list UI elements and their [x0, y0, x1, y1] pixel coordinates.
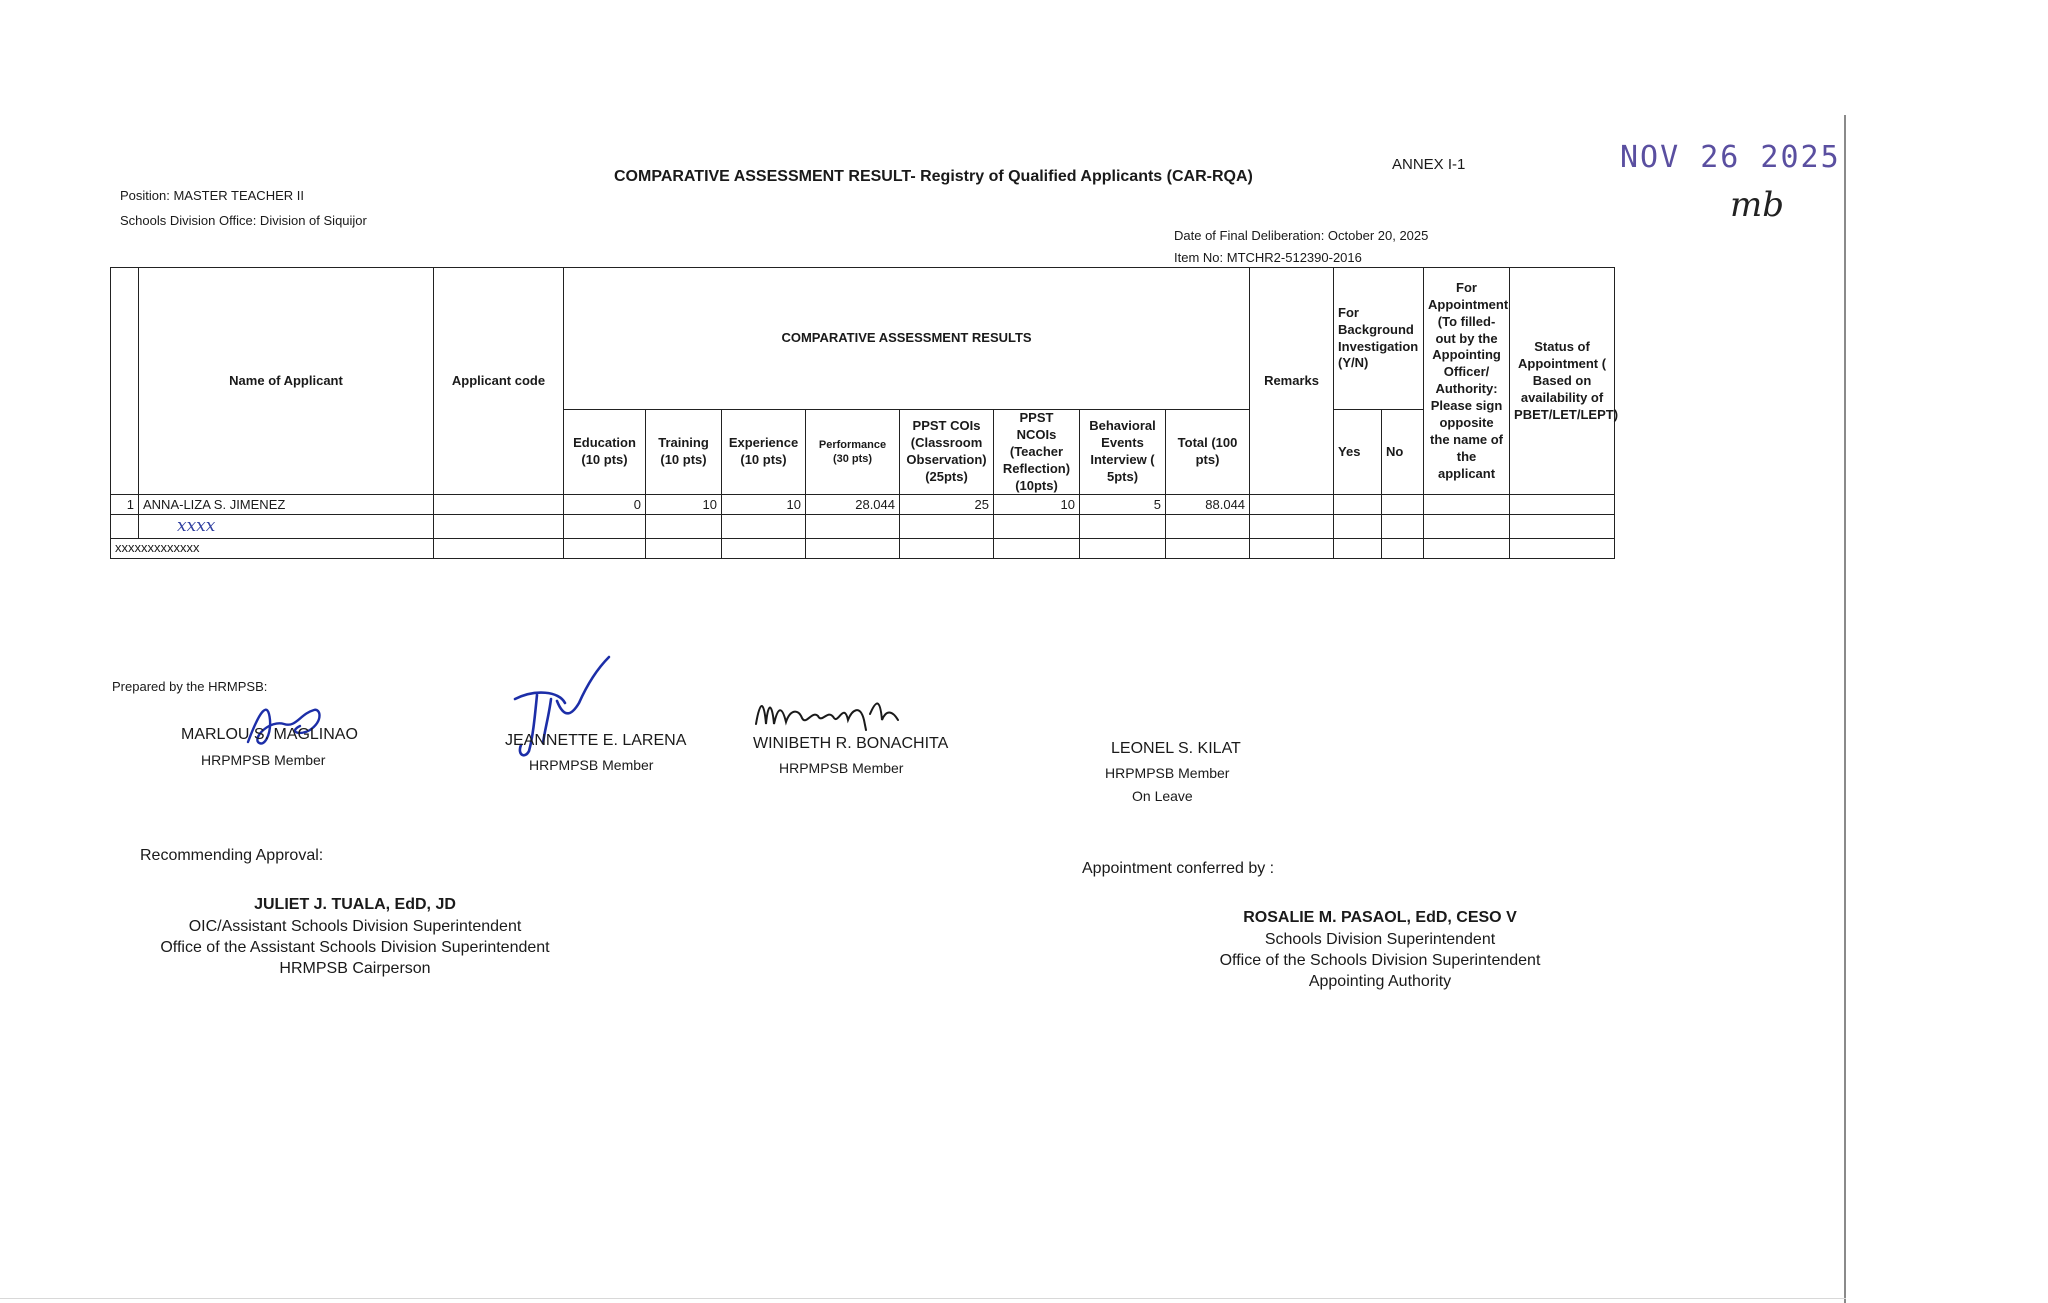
applicant-code-header: Applicant code [434, 268, 564, 495]
item-number: Item No: MTCHR2-512390-2016 [1174, 250, 1362, 265]
footer-filler-text: xxxxxxxxxxxxx [111, 538, 434, 558]
received-date-stamp: NOV 26 2025 [1620, 140, 1841, 175]
member-4-name: LEONEL S. KILAT [1111, 740, 1241, 757]
total-header: Total (100 pts) [1166, 410, 1250, 495]
handwritten-x-mark: xxxx [177, 516, 216, 537]
applicant-name: ANNA-LIZA S. JIMENEZ [139, 495, 434, 515]
training-header: Training (10 pts) [646, 410, 722, 495]
conferred-role: Appointing Authority [1308, 973, 1452, 990]
remarks-header: Remarks [1250, 268, 1334, 495]
for-appointment-header: For Appointment (To filled-out by the Appointing Officer/ Authority: Please sign opposite the name of the applicant [1424, 268, 1510, 495]
appointment-conferred-label: Appointment conferred by : [1082, 860, 1275, 877]
annex-label: ANNEX I-1 [1392, 156, 1466, 173]
table-row [111, 515, 1615, 538]
position-label: Position: MASTER TEACHER II [120, 188, 304, 203]
prepared-by-label: Prepared by the HRMPSB: [112, 679, 268, 694]
no-cell [1382, 495, 1424, 515]
applicant-code [434, 495, 564, 515]
appointment-cell [1424, 495, 1510, 515]
scan-bottom-line [0, 1298, 1846, 1299]
behavioral-events-header: Behavioral Events Interview ( 5pts) [1080, 410, 1166, 495]
member-2-name: JEANNETTE E. LARENA [505, 732, 687, 749]
performance-header: Performance (30 pts) [806, 410, 900, 495]
conferred-name: ROSALIE M. PASAOL, EdD, CESO V [1243, 909, 1517, 926]
remarks-cell [1250, 495, 1334, 515]
member-4-note: On Leave [1132, 788, 1193, 804]
recommending-role: HRMPSB Cairperson [279, 960, 431, 977]
ppst-cois-score: 25 [900, 495, 994, 515]
training-score: 10 [646, 495, 722, 515]
member-2-role: HRPMPSB Member [529, 757, 654, 773]
conferred-block [1200, 909, 1560, 991]
ppst-cois-header: PPST COIs (Classroom Observation) (25pts) [900, 410, 994, 495]
no-header: No [1382, 410, 1424, 495]
maglinao-signature [240, 690, 330, 756]
bonachita-signature [752, 690, 902, 740]
index-header [111, 268, 139, 495]
member-3-role: HRPMPSB Member [779, 760, 904, 776]
education-header: Education (10 pts) [564, 410, 646, 495]
background-investigation-header: For Background Investigation (Y/N) [1334, 268, 1424, 410]
bei-score: 5 [1080, 495, 1166, 515]
row-index: 1 [111, 495, 139, 515]
recommending-block [120, 896, 590, 978]
stamp-initials: mb [1730, 185, 1785, 225]
experience-header: Experience (10 pts) [722, 410, 806, 495]
status-cell [1510, 495, 1615, 515]
table-row [111, 538, 1615, 558]
status-of-appointment-header: Status of Appointment ( Based on availability of PBET/LET/LEPT) [1510, 268, 1615, 495]
comparative-results-header: COMPARATIVE ASSESSMENT RESULTS [564, 268, 1250, 410]
name-of-applicant-header: Name of Applicant [139, 268, 434, 495]
ppst-ncois-header: PPST NCOIs (Teacher Reflection) (10pts) [994, 410, 1080, 495]
deliberation-date: Date of Final Deliberation: October 20, 2025 [1174, 228, 1429, 243]
recommending-title: OIC/Assistant Schools Division Superintendent [188, 918, 522, 935]
yes-header: Yes [1334, 410, 1382, 495]
recommending-name: JULIET J. TUALA, EdD, JD [254, 896, 456, 913]
recommending-approval-label: Recommending Approval: [140, 847, 324, 864]
recommending-office: Office of the Assistant Schools Division Superintendent [160, 939, 550, 956]
yes-cell [1334, 495, 1382, 515]
total-score: 88.044 [1166, 495, 1250, 515]
experience-score: 10 [722, 495, 806, 515]
conferred-office: Office of the Schools Division Superintendent [1219, 952, 1541, 969]
member-1-name: MARLOU S. MAGLINAO [181, 726, 358, 743]
division-office-label: Schools Division Office: Division of Siquijor [120, 213, 367, 228]
member-1-role: HRPMPSB Member [201, 752, 326, 768]
scan-page-edge [1844, 115, 1846, 1303]
document-title: COMPARATIVE ASSESSMENT RESULT- Registry of Qualified Applicants (CAR-RQA) [614, 168, 1253, 185]
assessment-table [110, 267, 1619, 559]
performance-score: 28.044 [806, 495, 900, 515]
education-score: 0 [564, 495, 646, 515]
conferred-title: Schools Division Superintendent [1264, 931, 1496, 948]
member-3-name: WINIBETH R. BONACHITA [753, 735, 949, 752]
ppst-ncois-score: 10 [994, 495, 1080, 515]
table-row [111, 495, 1615, 515]
member-4-role: HRPMPSB Member [1105, 765, 1230, 781]
